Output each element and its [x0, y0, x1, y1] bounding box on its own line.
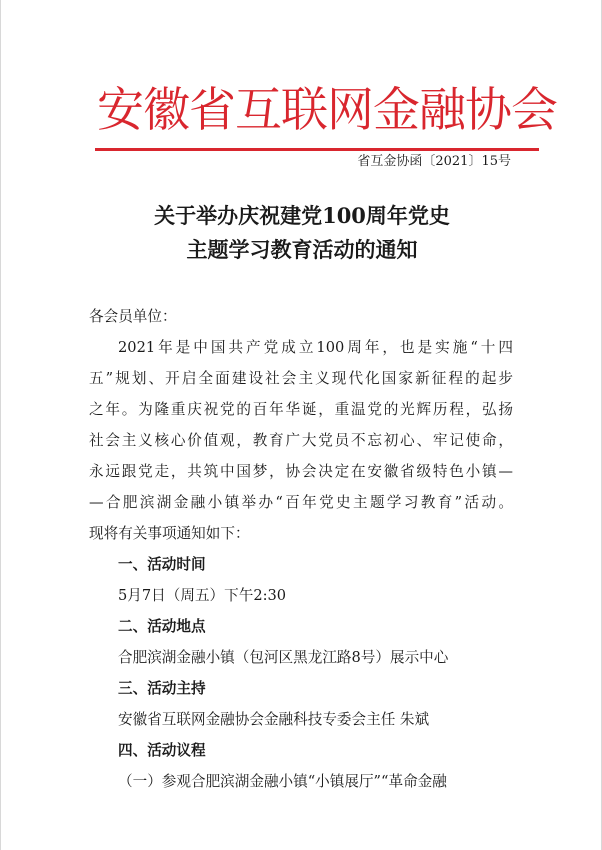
paragraph-line: 社会主义核心价值观，教育广大党员不忘初心、牢记使命，	[89, 432, 513, 449]
paragraph-line: 现将有关事项通知如下：	[89, 525, 250, 542]
section-heading-host: 三、活动主持	[118, 680, 206, 697]
section-heading-time: 一、活动时间	[118, 556, 206, 573]
section-heading-location: 二、活动地点	[118, 618, 206, 635]
paragraph-line: 2021年是中国共产党成立100周年，也是实施“十四	[118, 339, 513, 356]
paragraph-line: 永远跟党走，共筑中国梦，协会决定在安徽省级特色小镇—	[89, 463, 513, 480]
section-heading-agenda: 四、活动议程	[118, 742, 206, 759]
section-content-location: 合肥滨湖金融小镇（包河区黑龙江路8号）展示中心	[118, 649, 449, 666]
paragraph-line: —合肥滨湖金融小镇举办“百年党史主题学习教育”活动。	[89, 494, 513, 511]
section-content-time: 5月7日（周五）下午2:30	[118, 587, 287, 604]
paragraph-line: 之年。为隆重庆祝党的百年华诞，重温党的光辉历程，弘扬	[89, 401, 513, 418]
section-content-agenda: （一）参观合肥滨湖金融小镇“小镇展厅”“革命金融	[118, 773, 447, 790]
document-number: 省互金协函〔2021〕15号	[357, 154, 511, 169]
red-divider	[95, 148, 539, 151]
salutation: 各会员单位：	[89, 308, 177, 325]
org-masthead: 安徽省互联网金融协会	[97, 83, 557, 138]
section-content-host: 安徽省互联网金融协会金融科技专委会主任 朱斌	[118, 711, 430, 728]
title-line-1: 关于举办庆祝建党100周年党史	[154, 203, 450, 228]
title-line-2: 主题学习教育活动的通知	[186, 237, 418, 262]
paragraph-line: 五”规划、开启全面建设社会主义现代化国家新征程的起步	[89, 370, 513, 387]
